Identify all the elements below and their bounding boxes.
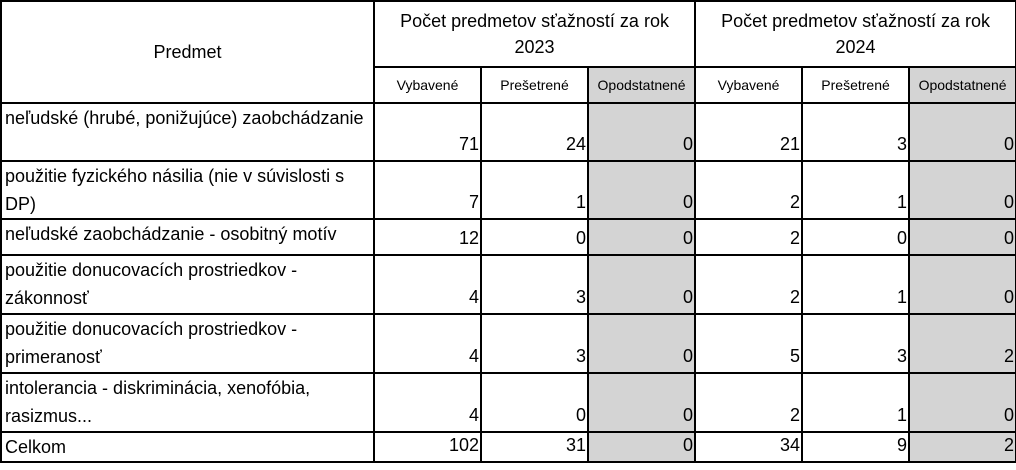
table-row — [1, 103, 1016, 161]
cell-value: 2 — [695, 373, 802, 432]
row-subject: použitie fyzického násilia (nie v súvislosti s DP) — [1, 161, 374, 219]
year-2023-header: Počet predmetov sťažností za rok 2023 — [374, 1, 695, 67]
cell-value: 3 — [481, 314, 588, 373]
cell-value: 0 — [909, 103, 1016, 161]
col-resolved-2024: Vybavené — [695, 67, 802, 103]
cell-value: 0 — [588, 219, 695, 255]
row-subject: Celkom — [1, 432, 374, 462]
table-row — [1, 161, 1016, 219]
row-subject: neľudské zaobchádzanie - osobitný motív — [1, 219, 374, 255]
cell-value: 3 — [481, 255, 588, 314]
cell-value: 12 — [374, 219, 481, 255]
row-subject: použitie donucovacích prostriedkov - primeranosť — [1, 314, 374, 373]
cell-value: 0 — [802, 219, 909, 255]
cell-value: 0 — [481, 373, 588, 432]
table-row — [1, 255, 1016, 314]
cell-value: 0 — [481, 219, 588, 255]
cell-value: 0 — [588, 432, 695, 462]
table-row-total — [1, 432, 1016, 462]
cell-value: 4 — [374, 255, 481, 314]
cell-value: 2 — [909, 314, 1016, 373]
table-row — [1, 314, 1016, 373]
cell-value: 0 — [588, 103, 695, 161]
row-subject: intolerancia - diskriminácia, xenofóbia, rasizmus... — [1, 373, 374, 432]
cell-value: 102 — [374, 432, 481, 462]
cell-value: 7 — [374, 161, 481, 219]
cell-value: 21 — [695, 103, 802, 161]
cell-value: 9 — [802, 432, 909, 462]
cell-value: 0 — [588, 255, 695, 314]
cell-value: 2 — [695, 219, 802, 255]
col-resolved-2023: Vybavené — [374, 67, 481, 103]
cell-value: 1 — [481, 161, 588, 219]
cell-value: 0 — [588, 373, 695, 432]
cell-value: 71 — [374, 103, 481, 161]
cell-value: 2 — [909, 432, 1016, 462]
row-subject: použitie donucovacích prostriedkov - zákonnosť — [1, 255, 374, 314]
cell-value: 2 — [695, 161, 802, 219]
col-investigated-2023: Prešetrené — [481, 67, 588, 103]
col-justified-2024: Opodstatnené — [909, 67, 1016, 103]
cell-value: 1 — [802, 161, 909, 219]
cell-value: 0 — [588, 161, 695, 219]
cell-value: 24 — [481, 103, 588, 161]
cell-value: 5 — [695, 314, 802, 373]
cell-value: 4 — [374, 314, 481, 373]
col-investigated-2024: Prešetrené — [802, 67, 909, 103]
cell-value: 34 — [695, 432, 802, 462]
subject-header: Predmet — [1, 1, 374, 103]
cell-value: 3 — [802, 314, 909, 373]
year-2024-header: Počet predmetov sťažností za rok 2024 — [695, 1, 1016, 67]
cell-value: 2 — [695, 255, 802, 314]
cell-value: 31 — [481, 432, 588, 462]
table-row — [1, 373, 1016, 432]
cell-value: 1 — [802, 255, 909, 314]
cell-value: 0 — [588, 314, 695, 373]
cell-value: 0 — [909, 255, 1016, 314]
cell-value: 3 — [802, 103, 909, 161]
cell-value: 0 — [909, 161, 1016, 219]
row-subject: neľudské (hrubé, ponižujúce) zaobchádzanie — [1, 103, 374, 161]
cell-value: 0 — [909, 373, 1016, 432]
cell-value: 1 — [802, 373, 909, 432]
cell-value: 0 — [909, 219, 1016, 255]
cell-value: 4 — [374, 373, 481, 432]
col-justified-2023: Opodstatnené — [588, 67, 695, 103]
table-row — [1, 219, 1016, 255]
